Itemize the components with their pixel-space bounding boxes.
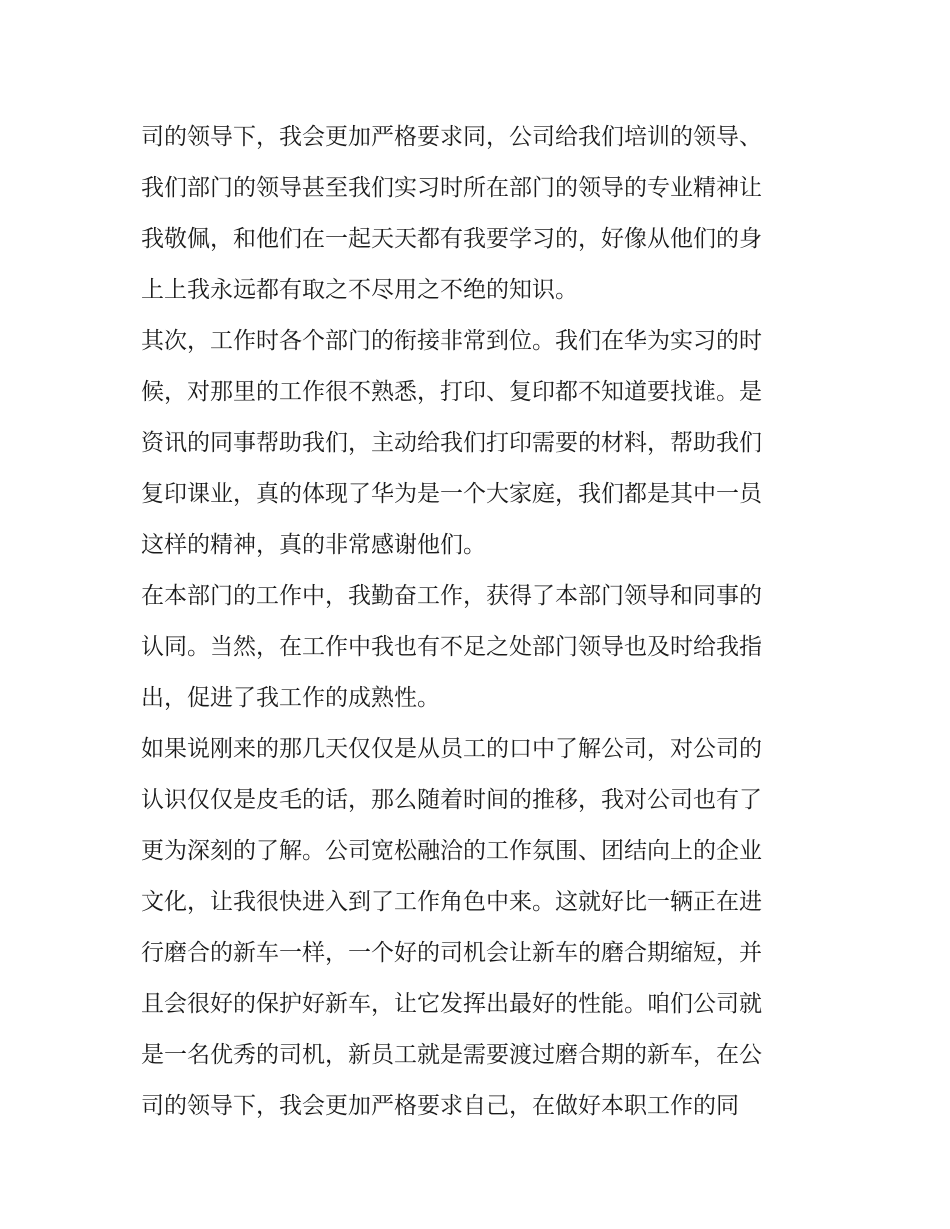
text-line: 更为深刻的了解。公司宽松融洽的工作氛围、团结向上的企业: [141, 838, 762, 864]
text-line: 认识仅仅是皮毛的话，那么随着时间的推移，我对公司也有了: [141, 787, 762, 813]
text-line: 司的领导下，我会更加严格要求同，公司给我们培训的领导、: [141, 124, 762, 150]
text-line: 认同。当然，在工作中我也有不足之处部门领导也及时给我指: [141, 634, 762, 660]
text-line: 我敬佩，和他们在一起天天都有我要学习的，好像从他们的身: [141, 226, 762, 252]
text-line: 如果说刚来的那几天仅仅是从员工的口中了解公司，对公司的: [141, 736, 762, 762]
text-line: 这样的精神，真的非常感谢他们。: [141, 532, 486, 558]
text-line: 我们部门的领导甚至我们实习时所在部门的领导的专业精神让: [141, 175, 762, 201]
text-line: 且会很好的保护好新车，让它发挥出最好的性能。咱们公司就: [141, 991, 762, 1017]
text-line: 资讯的同事帮助我们，主动给我们打印需要的材料，帮助我们: [141, 430, 762, 456]
text-line: 文化，让我很快进入到了工作角色中来。这就好比一辆正在进: [141, 889, 762, 915]
text-line: 行磨合的新车一样，一个好的司机会让新车的磨合期缩短，并: [141, 940, 762, 966]
text-line: 在本部门的工作中，我勤奋工作，获得了本部门领导和同事的: [141, 583, 762, 609]
text-line: 出，促进了我工作的成熟性。: [141, 685, 440, 711]
text-line: 复印课业，真的体现了华为是一个大家庭，我们都是其中一员: [141, 481, 762, 507]
text-line: 司的领导下，我会更加严格要求自己，在做好本职工作的同: [141, 1093, 739, 1119]
body-text: [141, 112, 813, 1132]
text-line: 其次，工作时各个部门的衔接非常到位。我们在华为实习的时: [141, 328, 762, 354]
text-line: 上上我永远都有取之不尽用之不绝的知识。: [141, 277, 578, 303]
text-line: 候，对那里的工作很不熟悉，打印、复印都不知道要找谁。是: [141, 379, 762, 405]
text-line: 是一名优秀的司机，新员工就是需要渡过磨合期的新车，在公: [141, 1042, 762, 1068]
